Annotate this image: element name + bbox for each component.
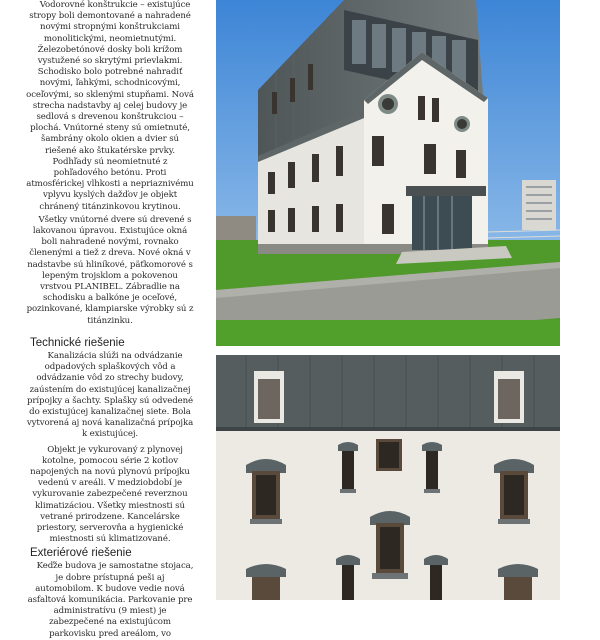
paragraph-sewerage: Kanalizácia slúži na odvádzanie odpadových splaškových vôd a odvádzanie vôd zo strechy budovy, zaústením do existujúcej kanalizačnej prípojky a šachty. Splašky sú odvedené do existujúcej kanalizačnej siete. Bola vytvorená aj nová kanalizačná prípojka k existujúcej. <box>26 350 194 440</box>
building-photo <box>216 0 560 346</box>
paragraph-horizontal-structures: Vodorovné konštrukcie – existujúce stropy boli demontované a nahradené novými stropnými konštrukciami monolitickými, neomietnutými. Železobetónové dosky boli krížom vystužené so skrytými prievlakmi. Schodisko bolo potrebné nahradiť novými, ľahkými, schodnicovými, oceľovými, so sklenými stupňami. Nová strecha nadstavby aj celej budovy je sedlová s drevenou konštrukciou – plochá. Vnútorné steny sú omietnuté, šambrány okolo okien a dvier sú riešené ako štukatérske prvky. Podhľady sú neomietnuté z pohľadového betónu. Proti atmosférickej vlhkosti a nepriaznivému vplyvu kyslých dažďov je objekt chránený titánzinkovou krytinou. <box>26 0 194 212</box>
facade-detail-photo <box>216 355 560 600</box>
paragraph-exterior: Keďže budova je samostatne stojaca, je dobre prístupná peši aj automobilom. K budove vedie nová asfaltová komunikácia. Parkovanie pre administratívu (9 miest) je zabezpečené na existujúcom parkovisku pred areálom, vo <box>27 561 194 639</box>
heading-technical-solution: Technické riešenie <box>30 336 125 349</box>
building-photo-svg <box>216 0 560 346</box>
article-text-column <box>26 0 194 639</box>
facade-detail-svg <box>216 355 560 600</box>
paragraph-doors-windows: Všetky vnútorné dvere sú drevené s lakovanou úpravou. Existujúce okná boli nahradené novými, rovnako členenými a tiež z dreva. Nové okná v nadstavbe sú hliníkové, päťkomorové s lepeným trojsklom a pokovenou vrstvou PLANIBEL. Zábradlie na schodisku a balkóne je oceľové, pozinkované, klampiarske výrobky sú z titánzinku. <box>26 214 194 326</box>
heading-exterior-solution: Exteriérové riešenie <box>30 547 132 560</box>
paragraph-heating: Objekt je vykurovaný z plynovej kotolne, pomocou série 2 kotlov napojených na novú plynovú prípojku vedenú v areáli. V medziobdobí je vykurovanie zabezpečené reverznou klimatizáciou. Všetky miestnosti sú vetrané prirodzene. Kancelárske priestory, serverovňa a hygienické miestnosti sú klimatizované. <box>30 444 190 545</box>
